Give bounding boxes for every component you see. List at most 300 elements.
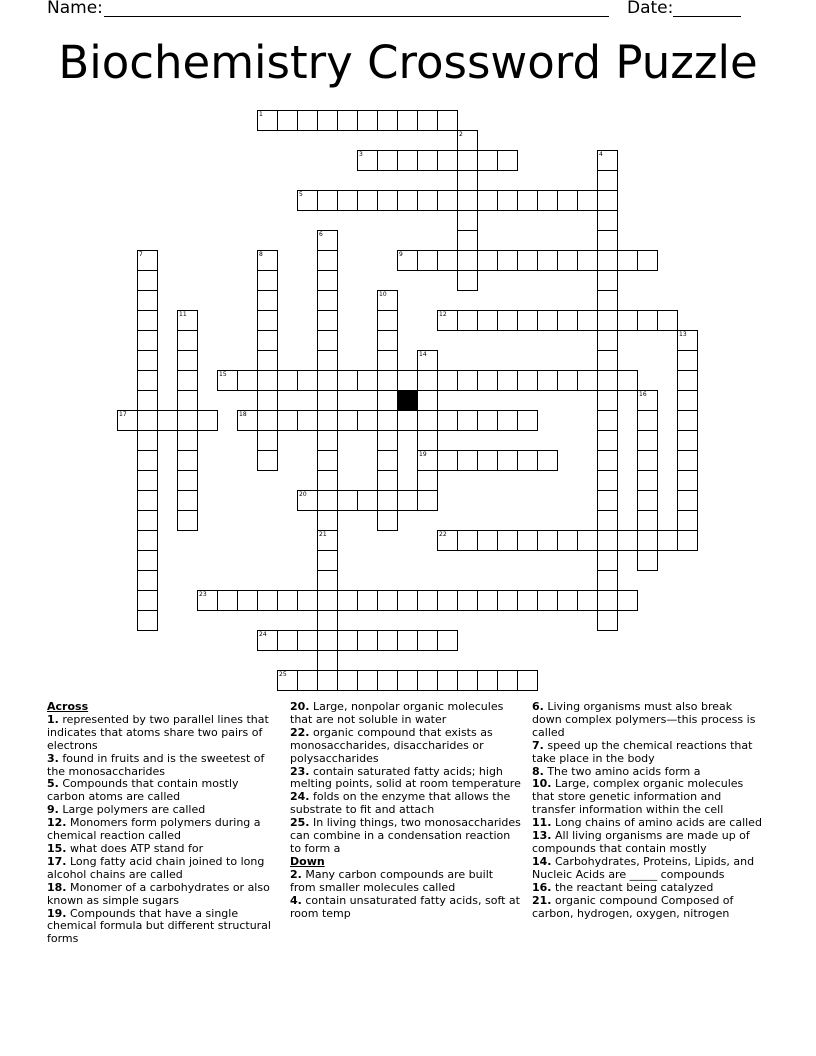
grid-cell[interactable]: [457, 530, 478, 551]
grid-cell[interactable]: [597, 250, 618, 271]
grid-cell[interactable]: [457, 210, 478, 231]
clue-number: 12: [439, 311, 447, 318]
clue-number: 14: [419, 351, 427, 358]
grid-cell[interactable]: [457, 150, 478, 171]
grid-cell[interactable]: [297, 110, 318, 131]
grid-cell[interactable]: [437, 590, 458, 611]
grid-cell[interactable]: [457, 230, 478, 251]
clue-item: 18. Monomer of a carbohydrates or also known as simple sugars: [47, 880, 270, 907]
grid-cell[interactable]: [497, 410, 518, 431]
grid-cell[interactable]: [517, 670, 538, 691]
grid-cell[interactable]: [597, 210, 618, 231]
clue-number: 17: [119, 411, 127, 418]
grid-cell[interactable]: [377, 310, 398, 331]
grid-cell[interactable]: [477, 150, 498, 171]
grid-cell[interactable]: [477, 530, 498, 551]
grid-cell[interactable]: [637, 430, 658, 451]
grid-cell[interactable]: [317, 430, 338, 451]
grid-cell[interactable]: [477, 410, 498, 431]
clue-number: 16: [639, 391, 647, 398]
grid-cell[interactable]: [597, 270, 618, 291]
grid-cell[interactable]: [317, 370, 338, 391]
down-clues-column-2: [532, 701, 764, 920]
grid-cell[interactable]: [537, 190, 558, 211]
grid-cell[interactable]: [137, 430, 158, 451]
grid-cell[interactable]: [477, 250, 498, 271]
grid-cell[interactable]: [397, 150, 418, 171]
grid-cell[interactable]: [277, 410, 298, 431]
clue-number: 25: [279, 671, 287, 678]
grid-cell[interactable]: [437, 250, 458, 271]
grid-cell[interactable]: [277, 630, 298, 651]
grid-cell[interactable]: [357, 590, 378, 611]
grid-cell[interactable]: [597, 590, 618, 611]
clue-item: 4. contain unsaturated fatty acids, soft at room temp: [290, 893, 520, 920]
across-clues-column: [47, 701, 279, 946]
grid-cell[interactable]: [317, 290, 338, 311]
grid-cell[interactable]: [637, 450, 658, 471]
black-square: [397, 390, 418, 411]
grid-cell[interactable]: [597, 610, 618, 631]
clue-item: 10. Large, complex organic molecules that store genetic information and transfer information within the cell: [532, 777, 744, 817]
grid-cell[interactable]: [437, 670, 458, 691]
clue-number: 1: [259, 111, 263, 118]
clue-item: 13. All living organisms are made up of compounds that contain mostly: [532, 829, 750, 855]
grid-cell[interactable]: [637, 530, 658, 551]
grid-cell[interactable]: [257, 590, 278, 611]
grid-cell[interactable]: [657, 530, 678, 551]
grid-cell[interactable]: [677, 350, 698, 371]
grid-cell[interactable]: [677, 470, 698, 491]
grid-cell[interactable]: [417, 370, 438, 391]
grid-cell[interactable]: [317, 550, 338, 571]
grid-cell[interactable]: [417, 590, 438, 611]
clue-number: 10: [379, 291, 387, 298]
grid-cell[interactable]: [137, 350, 158, 371]
grid-cell[interactable]: [357, 110, 378, 131]
grid-cell[interactable]: [397, 590, 418, 611]
grid-cell[interactable]: [357, 630, 378, 651]
grid-cell[interactable]: [297, 630, 318, 651]
grid-cell[interactable]: [257, 450, 278, 471]
grid-cell[interactable]: [217, 590, 238, 611]
grid-cell[interactable]: [377, 190, 398, 211]
grid-cell[interactable]: [317, 330, 338, 351]
grid-cell[interactable]: [637, 510, 658, 531]
grid-cell[interactable]: [417, 410, 438, 431]
clue-number: 7: [139, 251, 143, 258]
grid-cell[interactable]: [317, 490, 338, 511]
grid-cell[interactable]: [277, 370, 298, 391]
grid-cell[interactable]: [557, 190, 578, 211]
grid-cell[interactable]: [317, 510, 338, 531]
grid-cell[interactable]: [157, 410, 178, 431]
grid-cell[interactable]: [137, 450, 158, 471]
grid-cell[interactable]: [357, 190, 378, 211]
grid-cell[interactable]: [677, 370, 698, 391]
grid-cell[interactable]: [457, 410, 478, 431]
grid-cell[interactable]: [377, 430, 398, 451]
grid-cell[interactable]: [177, 350, 198, 371]
grid-cell[interactable]: [377, 410, 398, 431]
grid-cell[interactable]: [397, 490, 418, 511]
clue-number: 22: [439, 531, 447, 538]
grid-cell[interactable]: [277, 110, 298, 131]
grid-cell[interactable]: [617, 310, 638, 331]
clue-item: 23. contain saturated fatty acids; high melting points, solid at room temperature: [290, 764, 521, 791]
grid-cell[interactable]: [677, 430, 698, 451]
grid-cell[interactable]: [497, 670, 518, 691]
grid-cell[interactable]: [397, 370, 418, 391]
grid-cell[interactable]: [357, 670, 378, 691]
grid-cell[interactable]: [297, 590, 318, 611]
grid-cell[interactable]: [337, 630, 358, 651]
clue-item: 24. folds on the enzyme that allows the substrate to fit and attach: [290, 790, 511, 817]
grid-cell[interactable]: [257, 330, 278, 351]
grid-cell[interactable]: [457, 450, 478, 471]
grid-cell[interactable]: [317, 610, 338, 631]
grid-cell[interactable]: [317, 410, 338, 431]
grid-cell[interactable]: [537, 530, 558, 551]
clue-number: 24: [259, 631, 267, 638]
grid-cell[interactable]: [317, 310, 338, 331]
grid-cell[interactable]: [517, 410, 538, 431]
grid-cell[interactable]: [337, 190, 358, 211]
grid-cell[interactable]: [357, 490, 378, 511]
grid-cell[interactable]: [497, 310, 518, 331]
grid-cell[interactable]: [337, 490, 358, 511]
grid-cell[interactable]: [677, 450, 698, 471]
grid-cell[interactable]: [497, 150, 518, 171]
grid-cell[interactable]: [597, 550, 618, 571]
grid-cell[interactable]: [137, 550, 158, 571]
grid-cell[interactable]: [597, 390, 618, 411]
grid-cell[interactable]: [337, 110, 358, 131]
grid-cell[interactable]: [337, 670, 358, 691]
grid-cell[interactable]: [257, 270, 278, 291]
clue-item: 8. The two amino acids form a: [532, 764, 701, 778]
grid-cell[interactable]: [377, 370, 398, 391]
grid-cell[interactable]: [517, 450, 538, 471]
grid-cell[interactable]: [417, 490, 438, 511]
clue-item: 5. Compounds that contain mostly carbon atoms are called: [47, 777, 239, 804]
clue-item: 11. Long chains of amino acids are called: [532, 816, 762, 830]
grid-cell[interactable]: [597, 530, 618, 551]
clue-number: 20: [299, 491, 307, 498]
clue-number: 3: [359, 151, 363, 158]
grid-cell[interactable]: [557, 310, 578, 331]
clue-number: 11: [179, 311, 187, 318]
clue-number: 13: [679, 331, 687, 338]
clue-item: 25. In living things, two monosaccharides can combine in a condensation reaction to form a: [290, 816, 521, 855]
grid-cell[interactable]: [437, 110, 458, 131]
grid-cell[interactable]: [437, 630, 458, 651]
grid-cell[interactable]: [557, 530, 578, 551]
grid-cell[interactable]: [497, 370, 518, 391]
grid-cell[interactable]: [397, 410, 418, 431]
grid-cell[interactable]: [137, 290, 158, 311]
grid-cell[interactable]: [377, 510, 398, 531]
grid-cell[interactable]: [597, 470, 618, 491]
grid-cell[interactable]: [417, 390, 438, 411]
grid-cell[interactable]: [537, 370, 558, 391]
grid-cell[interactable]: [257, 370, 278, 391]
grid-cell[interactable]: [297, 410, 318, 431]
grid-cell[interactable]: [297, 370, 318, 391]
grid-cell[interactable]: [377, 110, 398, 131]
grid-cell[interactable]: [177, 410, 198, 431]
grid-cell[interactable]: [177, 390, 198, 411]
grid-cell[interactable]: [637, 470, 658, 491]
grid-cell[interactable]: [377, 630, 398, 651]
grid-cell[interactable]: [377, 470, 398, 491]
grid-cell[interactable]: [517, 530, 538, 551]
grid-cell[interactable]: [457, 370, 478, 391]
grid-cell[interactable]: [437, 370, 458, 391]
name-label: Name:: [47, 0, 103, 18]
grid-cell[interactable]: [317, 350, 338, 371]
grid-cell[interactable]: [377, 390, 398, 411]
grid-cell[interactable]: [557, 590, 578, 611]
grid-cell[interactable]: [317, 270, 338, 291]
grid-cell[interactable]: [357, 370, 378, 391]
grid-cell[interactable]: [477, 590, 498, 611]
grid-cell[interactable]: [397, 670, 418, 691]
grid-cell[interactable]: [137, 490, 158, 511]
grid-cell[interactable]: [137, 530, 158, 551]
grid-cell[interactable]: [337, 590, 358, 611]
grid-cell[interactable]: [637, 550, 658, 571]
grid-cell[interactable]: [257, 390, 278, 411]
grid-cell[interactable]: [517, 310, 538, 331]
grid-cell[interactable]: [477, 310, 498, 331]
grid-cell[interactable]: [557, 250, 578, 271]
grid-cell[interactable]: [497, 190, 518, 211]
grid-cell[interactable]: [457, 250, 478, 271]
grid-cell[interactable]: [177, 490, 198, 511]
grid-cell[interactable]: [577, 250, 598, 271]
grid-cell[interactable]: [257, 310, 278, 331]
clue-number: 21: [319, 531, 327, 538]
grid-cell[interactable]: [377, 590, 398, 611]
clue-item: 12. Monomers form polymers during a chemical reaction called: [47, 816, 261, 843]
grid-cell[interactable]: [497, 450, 518, 471]
grid-cell[interactable]: [317, 650, 338, 671]
grid-cell[interactable]: [617, 590, 638, 611]
grid-cell[interactable]: [377, 450, 398, 471]
grid-cell[interactable]: [457, 270, 478, 291]
grid-cell[interactable]: [517, 370, 538, 391]
grid-cell[interactable]: [317, 630, 338, 651]
grid-cell[interactable]: [597, 310, 618, 331]
grid-cell[interactable]: [417, 190, 438, 211]
clue-number: 6: [319, 231, 323, 238]
grid-cell[interactable]: [597, 510, 618, 531]
grid-cell[interactable]: [337, 370, 358, 391]
grid-cell[interactable]: [617, 370, 638, 391]
clue-item: 7. speed up the chemical reactions that take place in the body: [532, 738, 753, 765]
grid-cell[interactable]: [637, 490, 658, 511]
grid-cell[interactable]: [517, 190, 538, 211]
across-heading: Across: [47, 700, 89, 713]
grid-cell[interactable]: [137, 370, 158, 391]
grid-cell[interactable]: [597, 290, 618, 311]
grid-cell[interactable]: [317, 390, 338, 411]
grid-cell[interactable]: [317, 190, 338, 211]
grid-cell[interactable]: [597, 410, 618, 431]
grid-cell[interactable]: [637, 410, 658, 431]
grid-cell[interactable]: [137, 410, 158, 431]
grid-cell[interactable]: [457, 190, 478, 211]
grid-cell[interactable]: [537, 250, 558, 271]
grid-cell[interactable]: [597, 230, 618, 251]
grid-cell[interactable]: [137, 590, 158, 611]
grid-cell[interactable]: [437, 190, 458, 211]
grid-cell[interactable]: [457, 590, 478, 611]
grid-cell[interactable]: [197, 410, 218, 431]
grid-cell[interactable]: [137, 310, 158, 331]
grid-cell[interactable]: [317, 670, 338, 691]
grid-cell[interactable]: [537, 590, 558, 611]
grid-cell[interactable]: [437, 450, 458, 471]
grid-cell[interactable]: [677, 390, 698, 411]
grid-cell[interactable]: [237, 370, 258, 391]
grid-cell[interactable]: [377, 150, 398, 171]
grid-cell[interactable]: [597, 490, 618, 511]
grid-cell[interactable]: [177, 470, 198, 491]
grid-cell[interactable]: [397, 630, 418, 651]
grid-cell[interactable]: [457, 310, 478, 331]
grid-cell[interactable]: [537, 450, 558, 471]
grid-cell[interactable]: [597, 450, 618, 471]
grid-cell[interactable]: [137, 330, 158, 351]
clue-item: 20. Large, nonpolar organic molecules that are not soluble in water: [290, 700, 504, 726]
grid-cell[interactable]: [597, 350, 618, 371]
grid-cell[interactable]: [497, 590, 518, 611]
grid-cell[interactable]: [177, 430, 198, 451]
grid-cell[interactable]: [137, 470, 158, 491]
grid-cell[interactable]: [417, 250, 438, 271]
grid-cell[interactable]: [677, 410, 698, 431]
grid-cell[interactable]: [177, 510, 198, 531]
grid-cell[interactable]: [277, 590, 298, 611]
grid-cell[interactable]: [517, 590, 538, 611]
grid-cell[interactable]: [597, 190, 618, 211]
grid-cell[interactable]: [517, 250, 538, 271]
grid-cell[interactable]: [417, 430, 438, 451]
grid-cell[interactable]: [377, 330, 398, 351]
grid-cell[interactable]: [597, 170, 618, 191]
grid-cell[interactable]: [397, 190, 418, 211]
grid-cell[interactable]: [417, 110, 438, 131]
grid-cell[interactable]: [437, 150, 458, 171]
grid-cell[interactable]: [637, 250, 658, 271]
grid-cell[interactable]: [137, 510, 158, 531]
grid-cell[interactable]: [597, 330, 618, 351]
clue-item: 19. Compounds that have a single chemical formula but different structural forms: [47, 906, 271, 946]
grid-cell[interactable]: [457, 170, 478, 191]
grid-cell[interactable]: [237, 590, 258, 611]
grid-cell[interactable]: [677, 530, 698, 551]
grid-cell[interactable]: [417, 470, 438, 491]
clue-number: 4: [599, 151, 603, 158]
grid-cell[interactable]: [577, 190, 598, 211]
grid-cell[interactable]: [317, 590, 338, 611]
grid-cell[interactable]: [477, 370, 498, 391]
clue-number: 19: [419, 451, 427, 458]
clue-item: 15. what does ATP stand for: [47, 841, 204, 855]
grid-cell[interactable]: [417, 670, 438, 691]
grid-cell[interactable]: [257, 410, 278, 431]
grid-cell[interactable]: [317, 110, 338, 131]
grid-cell[interactable]: [497, 250, 518, 271]
grid-cell[interactable]: [597, 570, 618, 591]
clue-number: 8: [259, 251, 263, 258]
grid-cell[interactable]: [257, 430, 278, 451]
grid-cell[interactable]: [477, 670, 498, 691]
clue-item: 21. organic compound Composed of carbon, hydrogen, oxygen, nitrogen: [532, 893, 734, 920]
grid-cell[interactable]: [177, 450, 198, 471]
grid-cell[interactable]: [377, 490, 398, 511]
grid-cell[interactable]: [377, 670, 398, 691]
grid-cell[interactable]: [137, 610, 158, 631]
grid-cell[interactable]: [677, 490, 698, 511]
grid-cell[interactable]: [357, 410, 378, 431]
grid-cell[interactable]: [417, 150, 438, 171]
grid-cell[interactable]: [637, 310, 658, 331]
grid-cell[interactable]: [177, 330, 198, 351]
grid-cell[interactable]: [137, 570, 158, 591]
clue-number: 9: [399, 251, 403, 258]
grid-cell[interactable]: [537, 310, 558, 331]
grid-cell[interactable]: [597, 370, 618, 391]
clue-item: 2. Many carbon compounds are built from smaller molecules called: [290, 867, 494, 894]
grid-cell[interactable]: [477, 190, 498, 211]
clue-item: 9. Large polymers are called: [47, 803, 206, 817]
clue-number: 2: [459, 131, 463, 138]
grid-cell[interactable]: [617, 530, 638, 551]
grid-cell[interactable]: [317, 450, 338, 471]
grid-cell[interactable]: [297, 670, 318, 691]
grid-cell[interactable]: [377, 350, 398, 371]
grid-cell[interactable]: [577, 590, 598, 611]
grid-cell[interactable]: [137, 270, 158, 291]
grid-cell[interactable]: [317, 250, 338, 271]
clue-number: 18: [239, 411, 247, 418]
grid-cell[interactable]: [477, 450, 498, 471]
grid-cell[interactable]: [317, 470, 338, 491]
grid-cell[interactable]: [617, 250, 638, 271]
grid-cell[interactable]: [417, 630, 438, 651]
grid-cell[interactable]: [657, 310, 678, 331]
grid-cell[interactable]: [137, 390, 158, 411]
grid-cell[interactable]: [457, 670, 478, 691]
grid-cell[interactable]: [337, 410, 358, 431]
grid-cell[interactable]: [257, 290, 278, 311]
grid-cell[interactable]: [577, 310, 598, 331]
grid-cell[interactable]: [497, 530, 518, 551]
grid-cell[interactable]: [557, 370, 578, 391]
grid-cell[interactable]: [677, 510, 698, 531]
grid-cell[interactable]: [577, 530, 598, 551]
grid-cell[interactable]: [177, 370, 198, 391]
grid-cell[interactable]: [597, 430, 618, 451]
grid-cell[interactable]: [577, 370, 598, 391]
grid-cell[interactable]: [317, 570, 338, 591]
grid-cell[interactable]: [437, 410, 458, 431]
grid-cell[interactable]: [397, 110, 418, 131]
grid-cell[interactable]: [257, 350, 278, 371]
